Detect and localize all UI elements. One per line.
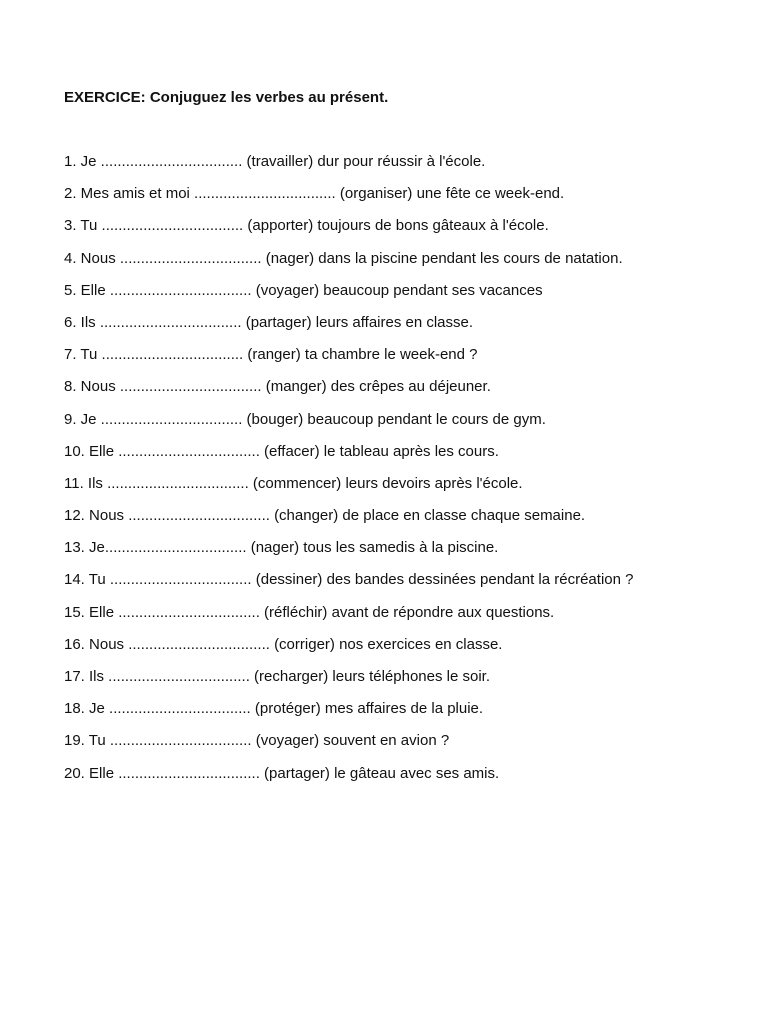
exercise-item-7: 7. Tu .................................. (ranger) ta chambre le week-end ? [64,346,478,364]
exercise-item-4: 4. Nous .................................. (nager) dans la piscine pendant les cours de natation. [64,249,623,267]
exercise-item-8: 8. Nous .................................. (manger) des crêpes au déjeuner. [64,378,491,396]
exercise-item-17: 17. Ils .................................. (recharger) leurs téléphones le soir. [64,668,490,685]
exercise-list [64,152,633,796]
exercise-item-15: 15. Elle .................................. (réfléchir) avant de répondre aux questions. [64,603,555,621]
exercise-item-9: 9. Je .................................. (bouger) beaucoup pendant le cours de gym. [64,410,546,428]
exercise-item-13: 13. Je.................................. (nager) tous les samedis à la piscine. [64,539,499,557]
worksheet-page [64,88,724,782]
exercise-item-1: 1. Je .................................. (travailler) dur pour réussir à l'école. [64,153,486,170]
exercise-title: EXERCICE: Conjuguez les verbes au présent. [64,89,389,106]
exercise-item-19: 19. Tu .................................. (voyager) souvent en avion ? [64,732,450,750]
exercise-item-18: 18. Je .................................. (protéger) mes affaires de la pluie. [64,700,484,718]
exercise-item-11: 11. Ils .................................. (commencer) leurs devoirs après l'école. [64,474,523,492]
exercise-item-20: 20. Elle .................................. (partager) le gâteau avec ses amis. [64,764,500,782]
exercise-item-10: 10. Elle .................................. (effacer) le tableau après les cours. [64,442,499,460]
exercise-item-2: 2. Mes amis et moi .................................. (organiser) une fête ce week-end. [64,185,565,203]
exercise-item-6: 6. Ils .................................. (partager) leurs affaires en classe. [64,313,474,331]
exercise-item-16: 16. Nous .................................. (corriger) nos exercices en classe. [64,635,503,653]
exercise-item-5: 5. Elle .................................. (voyager) beaucoup pendant ses vacances [64,281,543,299]
exercise-item-14: 14. Tu .................................. (dessiner) des bandes dessinées pendant la récréation ? [64,571,634,589]
exercise-item-12: 12. Nous .................................. (changer) de place en classe chaque semaine. [64,507,586,525]
exercise-item-3: 3. Tu .................................. (apporter) toujours de bons gâteaux à l'école. [64,217,549,235]
